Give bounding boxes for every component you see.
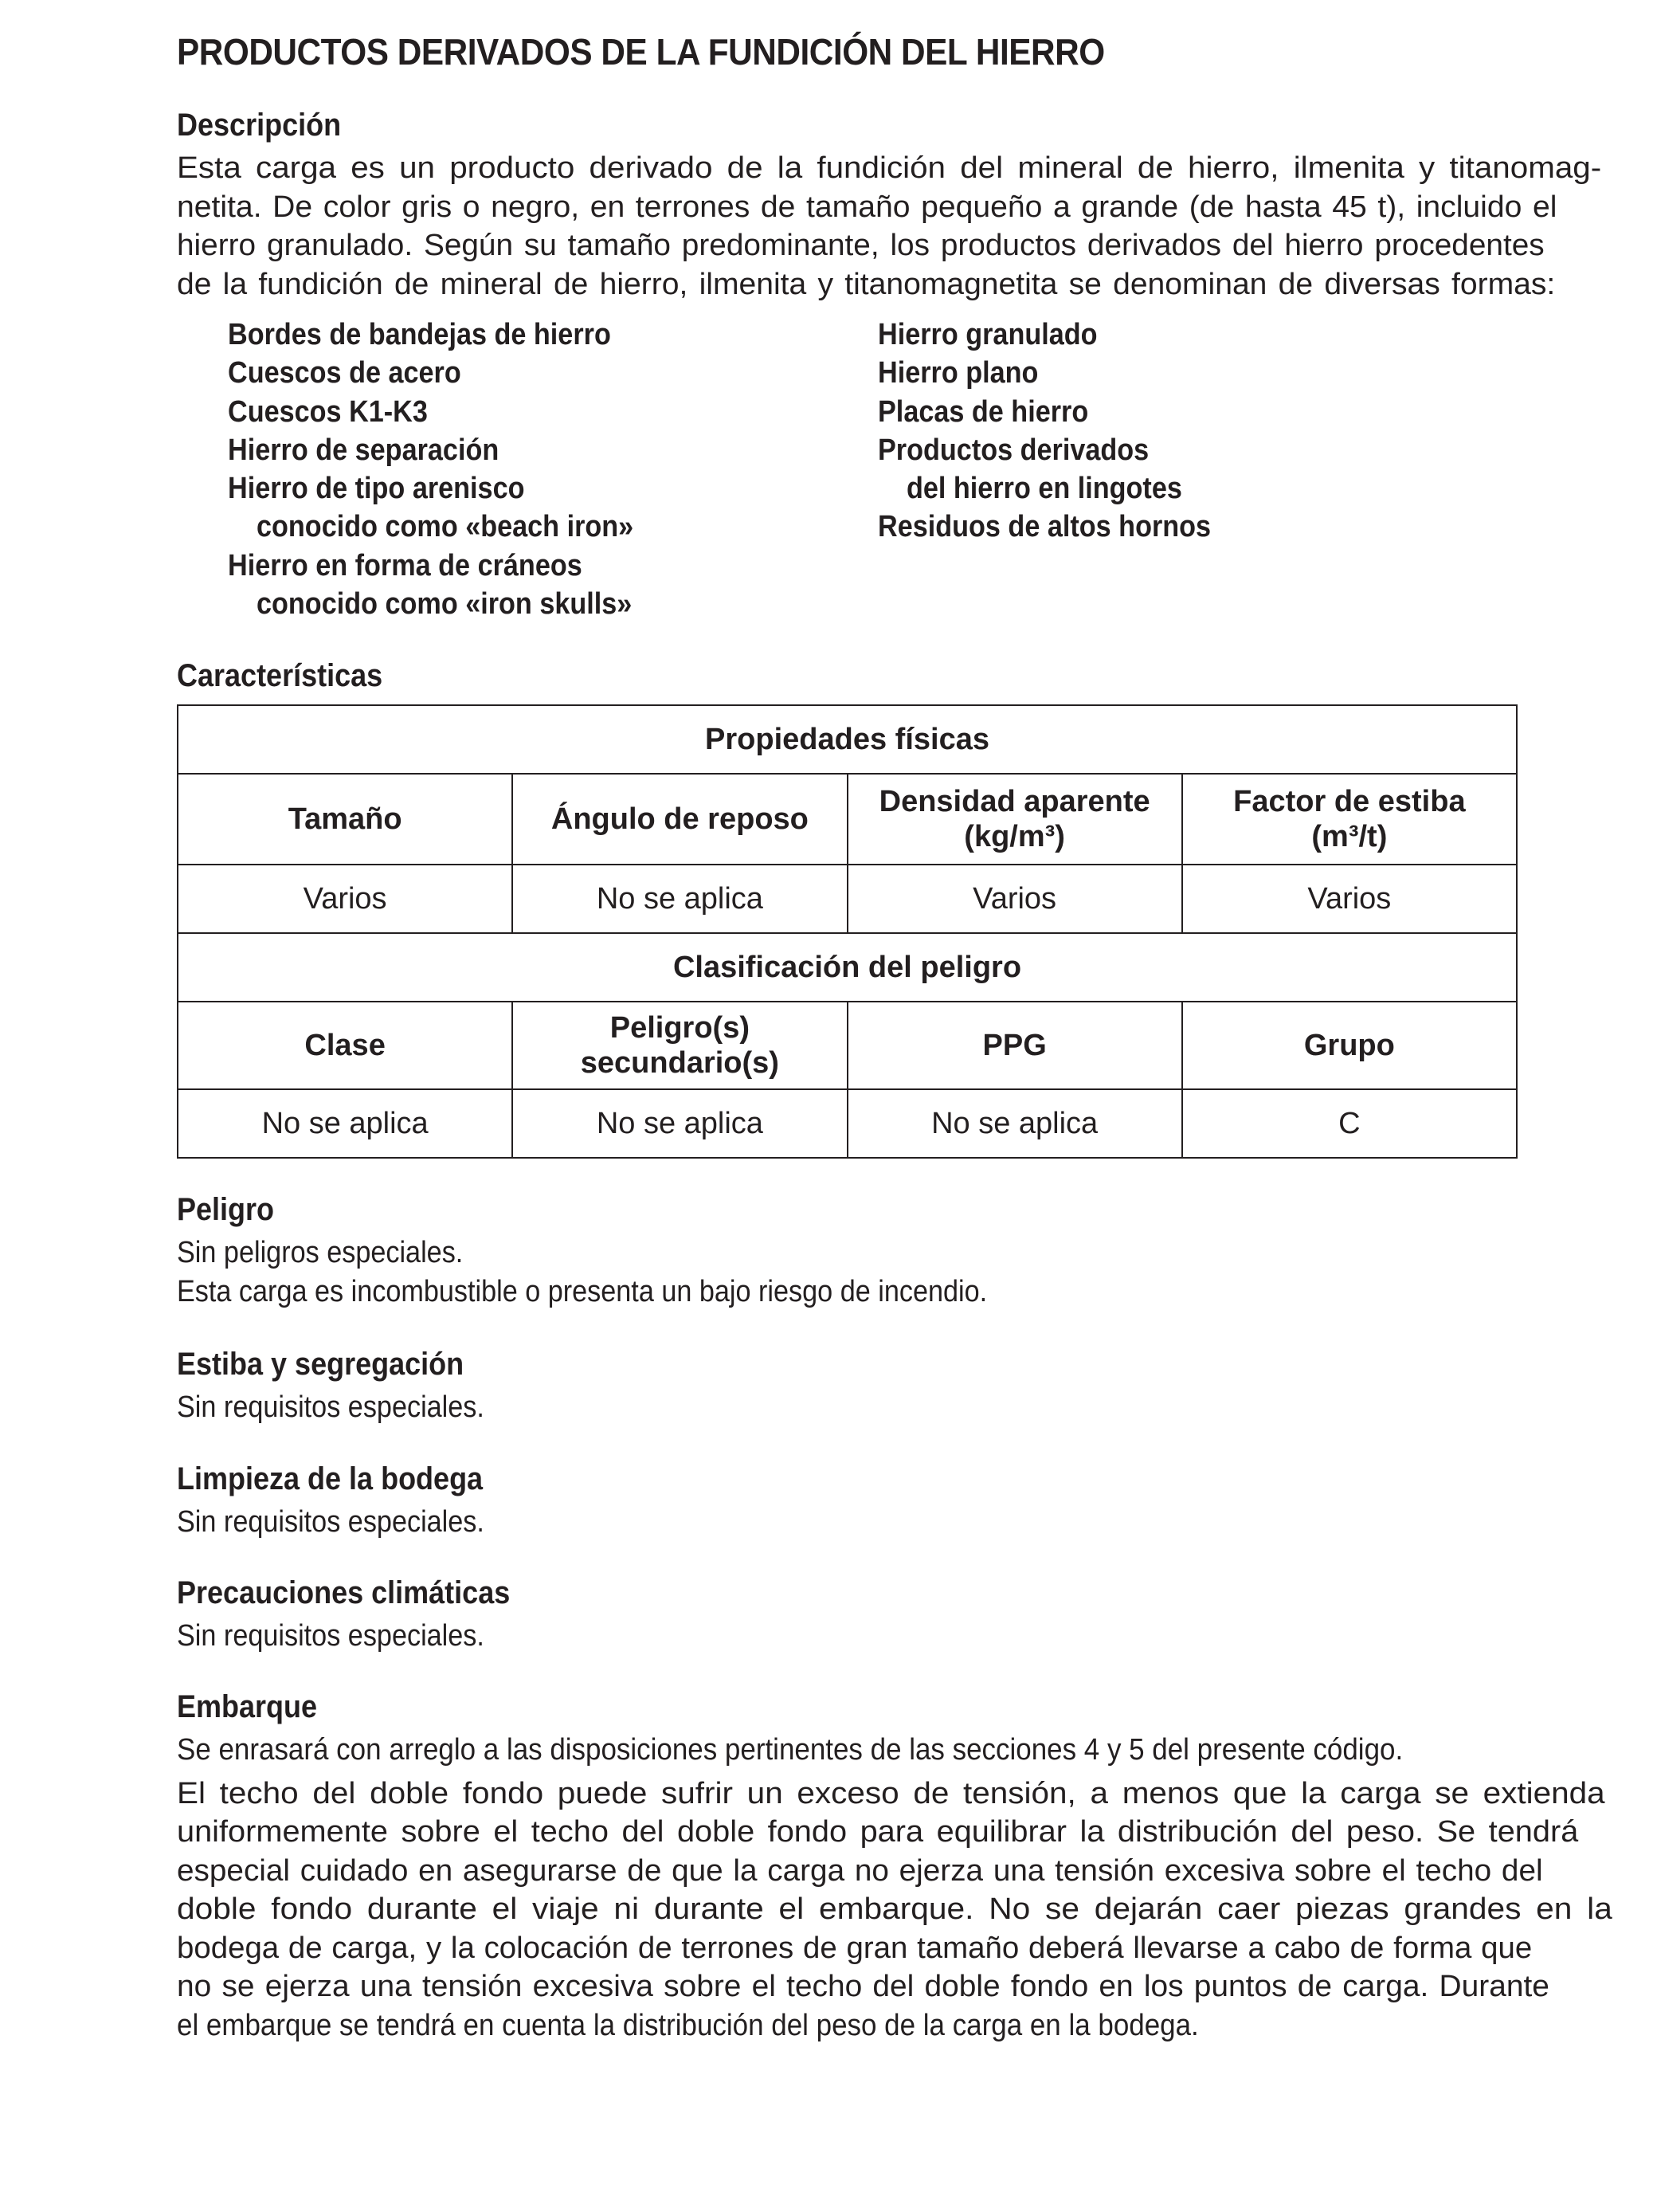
table-cell: Varios bbox=[178, 865, 512, 933]
list-item: Hierro plano bbox=[878, 356, 1039, 390]
list-item: conocido como «iron skulls» bbox=[257, 587, 633, 622]
hazard-text: Sin peligros especiales. Esta carga es incombustible o presenta un bajo riesgo de incendio. bbox=[177, 1236, 988, 1308]
list-item: Cuescos de acero bbox=[228, 356, 461, 390]
list-item: Hierro granulado bbox=[878, 318, 1098, 351]
table-cell: C bbox=[1182, 1089, 1517, 1158]
hazard-heading: Peligro bbox=[177, 1192, 275, 1227]
loading-text: Se enrasará con arreglo a las disposiciones pertinentes de las secciones 4 y 5 del presente código. El techo del doble fondo puede sufrir un exceso de tensión, a menos que la carga se extienda uniformemente sobre el techo del doble fondo para equilibrar la distribución del peso. Se tendrá especial cuidado en asegurarse de que la carga no ejerza una tensión excesiva sobre el techo del doble fondo durante el viaje ni durante el embarque. No se dejarán caer piezas grandes en la bodega de carga, y la colocación de terrones de gran tamaño deberá llevarse a cabo de forma que no se ejerza una tensión excesiva sobre el techo del doble fondo en los puntos de carga. Durante el embarque se tendrá en cuenta la distribución del peso de la carga en la bodega. bbox=[177, 1733, 1612, 2042]
weather-precautions-text: Sin requisitos especiales. bbox=[177, 1619, 484, 1653]
list-item: Residuos de altos hornos bbox=[878, 510, 1212, 544]
list-item: Placas de hierro bbox=[878, 394, 1089, 429]
list-item: Hierro en forma de cráneos bbox=[228, 548, 582, 582]
weather-precautions-heading: Precauciones climáticas bbox=[177, 1575, 511, 1610]
list-item: conocido como «beach iron» bbox=[257, 510, 634, 544]
list-item: Hierro de separación bbox=[228, 433, 499, 467]
description-line: de la fundición de mineral de hierro, ilmenita y titanomagnetita se denominan de diversas formas: bbox=[177, 267, 1556, 301]
physical-properties-band: Propiedades físicas bbox=[178, 705, 1517, 774]
stowage-heading: Estiba y segregación bbox=[177, 1347, 464, 1382]
name-list-right bbox=[878, 316, 1248, 547]
table-cell: Varios bbox=[1182, 865, 1517, 933]
loading-heading: Embarque bbox=[177, 1689, 318, 1724]
name-list-left bbox=[228, 316, 679, 623]
properties-table bbox=[177, 704, 1518, 1159]
table-cell: No se aplica bbox=[512, 1089, 847, 1158]
description-heading: Descripción bbox=[177, 108, 342, 143]
description-line: Esta carga es un producto derivado de la fundición del mineral de hierro, ilmenita y titanomag- bbox=[177, 151, 1602, 185]
column-header: Peligro(s) secundario(s) bbox=[512, 1002, 847, 1089]
list-item: Bordes de bandejas de hierro bbox=[228, 318, 611, 351]
column-header: Grupo bbox=[1182, 1002, 1517, 1089]
list-item: Hierro de tipo arenisco bbox=[228, 472, 525, 506]
list-item: del hierro en lingotes bbox=[907, 472, 1182, 506]
list-item: Cuescos K1-K3 bbox=[228, 394, 428, 429]
list-item: Productos derivados bbox=[878, 433, 1150, 467]
stowage-text: Sin requisitos especiales. bbox=[177, 1390, 484, 1424]
description-line: hierro granulado. Según su tamaño predominante, los productos derivados del hierro procedentes bbox=[177, 229, 1545, 262]
column-header: PPG bbox=[848, 1002, 1182, 1089]
table-cell: No se aplica bbox=[178, 1089, 512, 1158]
table-cell: No se aplica bbox=[848, 1089, 1182, 1158]
description-line: netita. De color gris o negro, en terrones de tamaño pequeño a grande (de hasta 45 t), incluido el bbox=[177, 190, 1557, 224]
column-header: Ángulo de reposo bbox=[512, 774, 847, 865]
hazard-classification-band: Clasificación del peligro bbox=[178, 933, 1517, 1002]
hold-cleanliness-heading: Limpieza de la bodega bbox=[177, 1461, 484, 1496]
column-header: Tamaño bbox=[178, 774, 512, 865]
table-cell: Varios bbox=[848, 865, 1182, 933]
column-header: Factor de estiba (m³/t) bbox=[1182, 774, 1517, 865]
hold-cleanliness-text: Sin requisitos especiales. bbox=[177, 1505, 484, 1539]
column-header: Densidad aparente (kg/m³) bbox=[848, 774, 1182, 865]
characteristics-heading: Características bbox=[177, 658, 383, 693]
column-header: Clase bbox=[178, 1002, 512, 1089]
table-cell: No se aplica bbox=[512, 865, 847, 933]
description-text bbox=[177, 149, 1602, 304]
page-title: PRODUCTOS DERIVADOS DE LA FUNDICIÓN DEL HIERRO bbox=[177, 31, 1105, 73]
